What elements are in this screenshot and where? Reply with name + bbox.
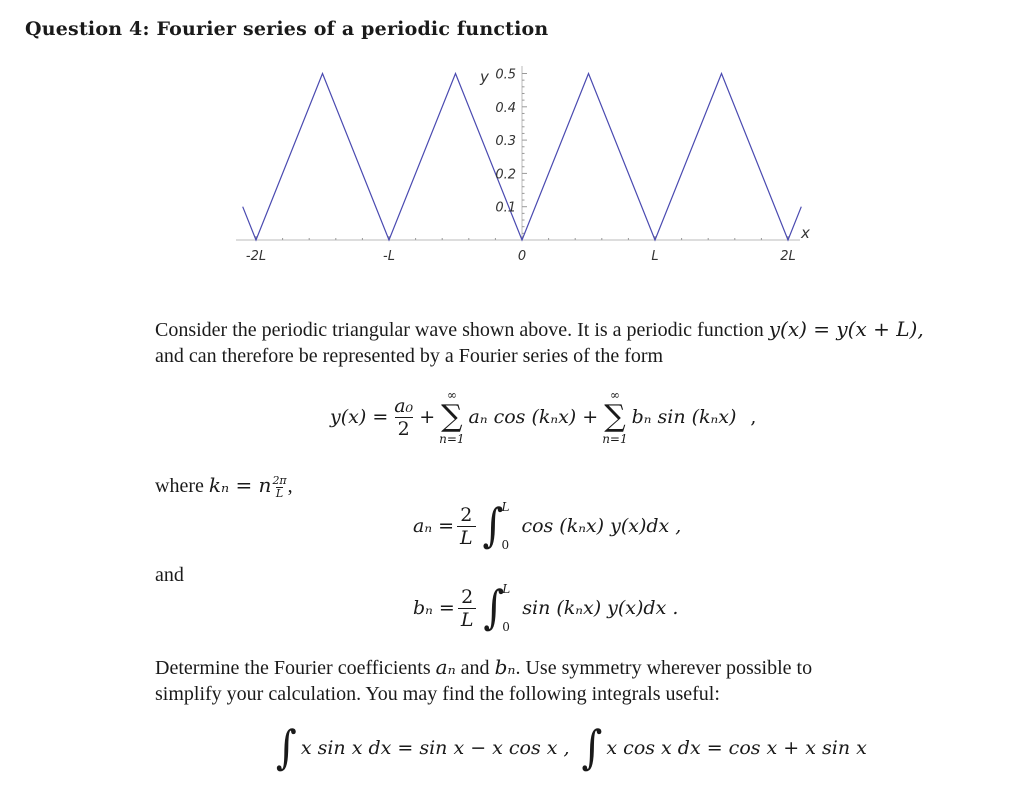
an-equation <box>413 500 681 552</box>
sum-a-lower: n=1 <box>439 432 465 446</box>
y-tick-label: 0.1 <box>495 200 516 216</box>
fourier-series-equation <box>330 388 756 446</box>
task-an: aₙ <box>435 655 456 679</box>
y-axis-label: y <box>480 68 489 86</box>
question-title: Question 4: Fourier series of a periodic function <box>25 18 549 40</box>
bn-integral <box>483 582 510 634</box>
bn-int-lower: 0 <box>502 620 510 634</box>
sum-b <box>602 388 627 446</box>
useful-integral-1-text: x sin x dx = sin x − x cos x , <box>300 737 570 759</box>
an-coef-den: L <box>457 526 476 549</box>
an-lhs: aₙ = <box>413 515 454 537</box>
plot-axes <box>236 66 800 240</box>
useful-integral-2 <box>581 721 603 775</box>
intro-paragraph <box>155 316 1015 369</box>
cosine-term: aₙ cos (kₙx) + <box>468 406 599 428</box>
useful-int-sign-2: ∫ <box>581 721 603 775</box>
intro-text-b: and can therefore be represented by a Fourier series of the form <box>155 345 664 367</box>
kn-denominator: L <box>275 486 284 500</box>
kn-fraction <box>272 475 286 500</box>
y-tick-label: 0.4 <box>495 100 516 116</box>
task-bn: bₙ <box>494 655 516 679</box>
bn-coef-num: 2 <box>461 585 474 608</box>
useful-integral-1 <box>276 721 297 775</box>
where-line: where kₙ = n $\frac{2\pi}{L}$ , <box>155 473 293 500</box>
y-tick-label: 0.5 <box>495 67 516 83</box>
series-comma: , <box>750 406 757 428</box>
a0-denominator: 2 <box>395 417 413 440</box>
sum-b-symbol: ∑ <box>604 399 626 434</box>
bn-int-upper: L <box>502 582 511 596</box>
task-text-b: . Use symmetry wherever possible to <box>515 657 813 679</box>
sum-a-upper: ∞ <box>446 388 457 402</box>
plus-sign: + <box>419 406 436 428</box>
bn-integral-sign: ∫ <box>483 581 505 635</box>
x-tick-label: -L <box>383 249 395 264</box>
an-integral <box>483 500 510 552</box>
x-tick-label: 2L <box>780 249 796 264</box>
x-tick-label: -2L <box>245 249 267 264</box>
intro-text-a: Consider the periodic triangular wave shown above. It is a periodic function <box>155 319 769 341</box>
an-integrand: cos (kₙx) y(x)dx , <box>521 515 682 537</box>
plot-labels <box>246 68 810 265</box>
bn-coefficient <box>458 586 477 631</box>
task-text-a: Determine the Fourier coefficients <box>155 657 436 679</box>
sum-a-symbol: ∑ <box>441 399 463 434</box>
series-lhs: y(x) = <box>330 406 389 428</box>
an-coefficient <box>457 504 476 549</box>
bn-coef-den: L <box>458 608 477 631</box>
an-int-lower: 0 <box>501 538 510 552</box>
an-integral-sign: ∫ <box>482 499 504 553</box>
useful-integral-2-text: x cos x dx = cos x + x sin x <box>606 737 867 759</box>
periodic-condition: y(x) = y(x + L), <box>768 317 924 341</box>
an-int-upper: L <box>501 500 510 514</box>
kn-numerator: 2π <box>272 473 287 487</box>
a0-numerator: a₀ <box>394 394 414 417</box>
an-coef-num: 2 <box>460 503 473 526</box>
sum-b-upper: ∞ <box>609 388 620 402</box>
x-tick-label: 0 <box>517 249 527 264</box>
kn-definition: kₙ = n <box>208 473 272 497</box>
bn-lhs: bₙ = <box>413 597 455 619</box>
x-tick-label: L <box>651 249 659 264</box>
sum-a <box>439 388 464 446</box>
y-tick-label: 0.3 <box>495 134 516 150</box>
where-text: where <box>155 475 209 497</box>
and-line: and <box>155 564 184 586</box>
bn-integrand: sin (kₙx) y(x)dx . <box>522 597 679 619</box>
task-paragraph <box>155 654 1015 707</box>
bn-equation <box>413 582 678 634</box>
x-axis-label: x <box>801 224 810 242</box>
triangular-wave-plot <box>0 0 1024 300</box>
a0-fraction <box>391 395 416 440</box>
task-text-c: simplify your calculation. You may find the following integrals useful: <box>155 683 720 705</box>
sum-b-lower: n=1 <box>602 432 628 446</box>
sine-term: bₙ sin (kₙx) <box>631 406 737 428</box>
task-and: and <box>455 657 495 679</box>
useful-int-sign-1: ∫ <box>276 721 297 775</box>
y-tick-label: 0.2 <box>495 167 516 183</box>
useful-integrals <box>272 721 867 775</box>
